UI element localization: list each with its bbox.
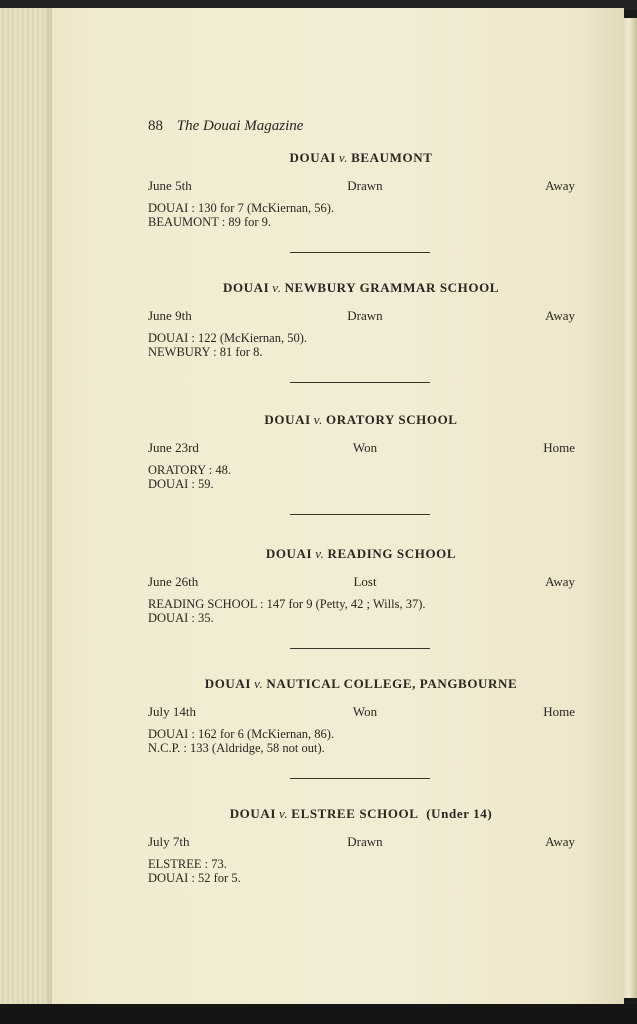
age-group: (Under 14) <box>426 806 493 821</box>
score-summary <box>148 201 574 229</box>
scan-bottom-border <box>0 1004 637 1024</box>
team-name: DOUAI <box>265 546 313 561</box>
opponent-name: NEWBURY GRAMMAR SCHOOL <box>284 280 500 295</box>
score-line: READING SCHOOL : 147 for 9 (Petty, 42 ; Wills, 37). <box>148 597 426 611</box>
versus: v. <box>254 676 264 691</box>
match-title <box>148 545 574 563</box>
opponent-name: READING SCHOOL <box>327 546 457 561</box>
match-date: July 14th <box>148 704 197 719</box>
match-info <box>148 307 574 325</box>
match-info <box>148 573 574 591</box>
match-title <box>148 675 574 693</box>
opponent-name: ELSTREE SCHOOL <box>291 806 419 821</box>
score-line: NEWBURY : 81 for 8. <box>148 345 263 359</box>
opponent-name: NAUTICAL COLLEGE, PANGBOURNE <box>266 676 518 691</box>
team-name: DOUAI <box>229 806 277 821</box>
score-line: DOUAI : 130 for 7 (McKiernan, 56). <box>148 201 335 215</box>
match-date: June 26th <box>148 574 199 589</box>
running-header <box>148 118 303 135</box>
team-name: DOUAI <box>204 676 252 691</box>
score-summary <box>148 463 574 491</box>
match-date: June 5th <box>148 178 192 193</box>
match-venue: Home <box>543 440 575 455</box>
match-venue: Away <box>545 574 575 589</box>
opponent-name: ORATORY SCHOOL <box>326 412 458 427</box>
match-entry <box>148 411 574 515</box>
score-line: N.C.P. : 133 (Aldridge, 58 not out). <box>148 741 325 755</box>
match-info <box>148 439 574 457</box>
score-line: DOUAI : 52 for 5. <box>148 871 241 885</box>
score-summary <box>148 331 574 359</box>
versus: v. <box>279 806 289 821</box>
match-venue: Away <box>545 178 575 193</box>
score-line: DOUAI : 122 (McKiernan, 50). <box>148 331 307 345</box>
match-info <box>148 177 574 195</box>
team-name: DOUAI <box>264 412 311 427</box>
score-summary <box>148 727 574 755</box>
score-line: ELSTREE : 73. <box>148 857 227 871</box>
section-divider <box>290 778 430 779</box>
right-page-edge <box>624 18 637 998</box>
match-title <box>148 411 574 429</box>
match-result: Drawn <box>347 834 383 849</box>
versus: v. <box>315 546 325 561</box>
score-summary <box>148 857 574 885</box>
match-title <box>148 805 574 823</box>
match-venue: Away <box>545 308 575 323</box>
section-divider <box>290 382 430 383</box>
section-divider <box>290 514 430 515</box>
match-title <box>148 149 574 167</box>
versus: v. <box>313 412 323 427</box>
team-name: DOUAI <box>289 150 336 165</box>
score-summary <box>148 597 574 625</box>
section-divider <box>290 252 430 253</box>
match-entry <box>148 545 574 649</box>
score-line: ORATORY : 48. <box>148 463 232 477</box>
match-date: June 9th <box>148 308 192 323</box>
score-line: DOUAI : 35. <box>148 611 214 625</box>
match-entry <box>148 805 574 885</box>
match-venue: Away <box>545 834 575 849</box>
score-line: DOUAI : 59. <box>148 477 214 491</box>
match-entry <box>148 149 574 253</box>
versus: v. <box>272 280 282 295</box>
match-title <box>148 279 574 297</box>
match-result: Won <box>352 440 378 455</box>
match-result: Drawn <box>347 178 383 193</box>
page-number: 88 <box>148 118 163 134</box>
match-result: Lost <box>353 574 377 589</box>
match-info <box>148 833 574 851</box>
opponent-name: BEAUMONT <box>351 150 433 165</box>
match-date: July 7th <box>148 834 190 849</box>
match-result: Won <box>352 704 378 719</box>
match-venue: Home <box>543 704 575 719</box>
match-entry <box>148 279 574 383</box>
match-info <box>148 703 574 721</box>
team-name: DOUAI <box>222 280 270 295</box>
match-entry <box>148 675 574 779</box>
magazine-title: The Douai Magazine <box>176 118 304 134</box>
match-result: Drawn <box>347 308 383 323</box>
score-line: DOUAI : 162 for 6 (McKiernan, 86). <box>148 727 335 741</box>
section-divider <box>290 648 430 649</box>
match-date: June 23rd <box>148 440 199 455</box>
score-line: BEAUMONT : 89 for 9. <box>148 215 272 229</box>
versus: v. <box>338 150 349 165</box>
